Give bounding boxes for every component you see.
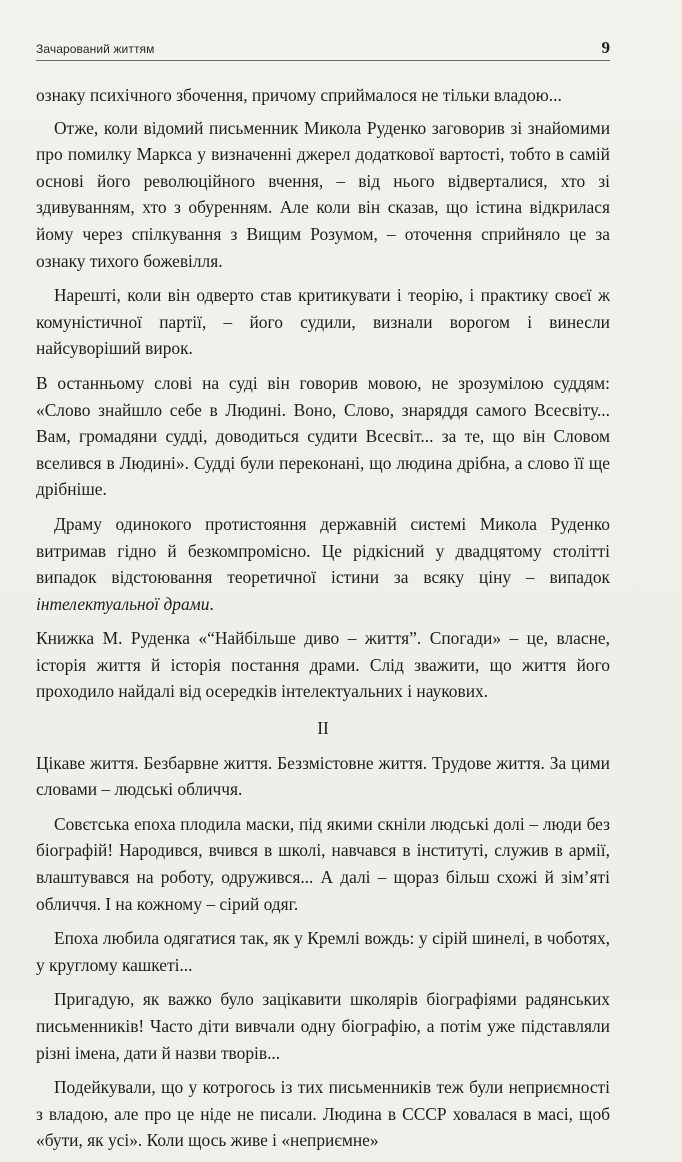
paragraph-text: . bbox=[209, 593, 214, 614]
paragraph: Пригадую, як важко було зацікавити школярів біографіями радянських письменників! Часто діти вивчали одну біографію, а потім уже підставляли різні імена, дати й назви творів... bbox=[36, 989, 610, 1063]
section-numeral: II bbox=[317, 718, 329, 739]
page-number: 9 bbox=[601, 38, 610, 57]
paragraph: Цікаве життя. Безбарвне життя. Беззмістовне життя. Трудове життя. За цими словами – людські обличчя. bbox=[36, 752, 610, 800]
paragraph: Совєтська епоха плодила маски, під якими скніли людські долі – люди без біографій! Народився, вчився в школі, навчався в інституті, служив в армії, влаштувався на роботу, одружився... А далі – щораз більш схожі й зім’яті обличчя. І на кожному – сірий одяг. bbox=[36, 813, 610, 914]
paragraph: Нарешті, коли він одверто став критикувати і теорію, і практику своєї ж комуністичної партії, – його судили, визнали ворогом і винесли найсуворіший вирок. bbox=[36, 285, 610, 359]
running-header bbox=[36, 40, 610, 61]
italic-phrase: інтелектуальної драми bbox=[36, 593, 210, 614]
paragraph-text: Драму одинокого протистояння державній системі Микола Руденко витримав гідно й безкомпромісно. Це рідкісний у двадцятому столітті випадок відстоювання теоретичної істини за всяку ціну – випадок bbox=[36, 513, 610, 588]
paragraph: Епоха любила одягатися так, як у Кремлі вождь: у сірій шинелі, в чоботях, у круглому кашкеті... bbox=[36, 928, 610, 975]
paragraph: Книжка М. Руденка «“Найбільше диво – життя”. Спогади» – це, власне, історія життя й історія постання драми. Слід зважити, що життя його проходило найдалі від осередків інтелектуальних і наукових. bbox=[36, 628, 610, 702]
paragraph: Подейкували, що у котрогось із тих письменників теж були неприємності з владою, але про це ніде не писали. Людина в СССР ховалася в масі, щоб «бути, як усі». Коли щось живе і «неприємне» bbox=[36, 1077, 610, 1151]
paragraph: Отже, коли відомий письменник Микола Руденко заговорив зі знайомими про помилку Маркса у визначенні джерел додаткової вартості, тобто в самій основі його революційного вчення, – від нього відверталися, хто зі здивуванням, хто з обуренням. Але коли він сказав, що істина відкрилася йому через спілкування з Вищим Розумом, – оточення сприйняло це за ознаку тихого божевілля. bbox=[36, 117, 610, 271]
paragraph-drama bbox=[36, 511, 610, 617]
paragraph: В останньому слові на суді він говорив мовою, не зрозумілою суддям: «Слово знайшло себе в Людині. Воно, Слово, знаряддя самого Всесвіту... Вам, громадяни судді, доводиться судити Всесвіт... за те, що він Словом вселився в Людині». Судді були переконані, що людина дрібна, а слово її ще дрібніше. bbox=[36, 372, 610, 500]
paragraph: ознаку психічного збочення, причому сприймалося не тільки владою... bbox=[36, 85, 562, 105]
running-title: Зачарований життям bbox=[36, 42, 155, 56]
